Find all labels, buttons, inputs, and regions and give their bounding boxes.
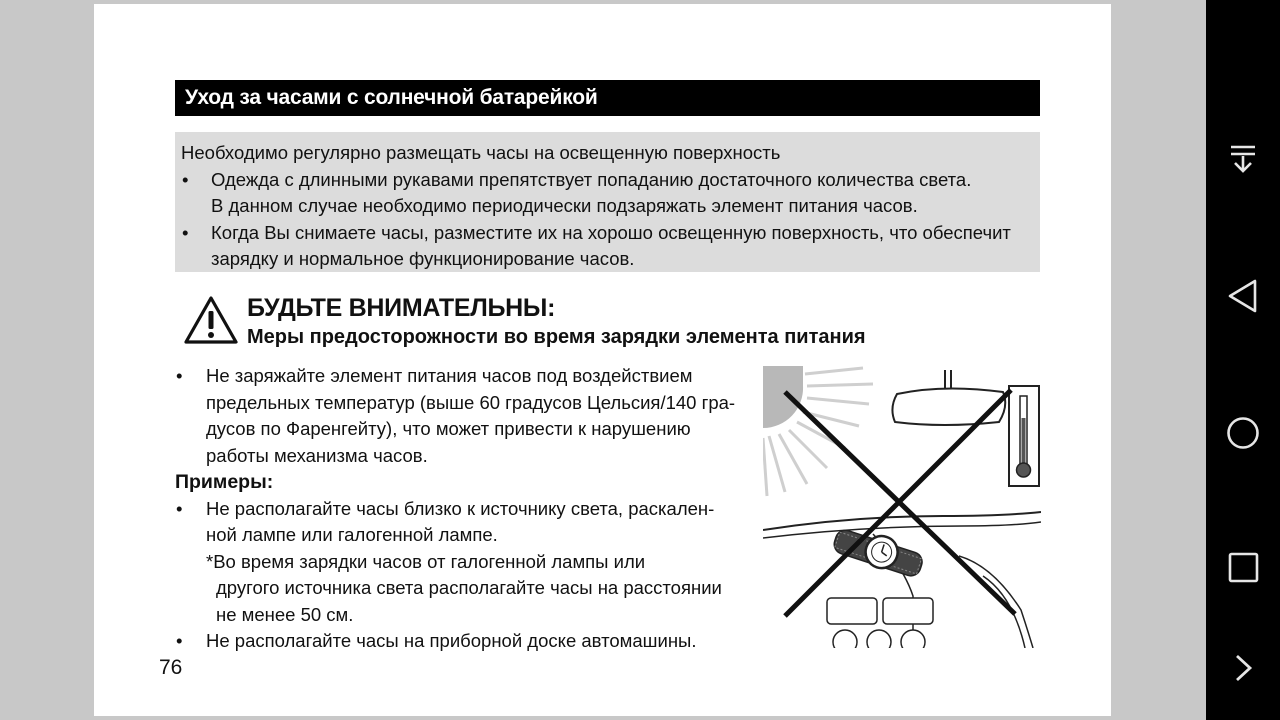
warning-title: БУДЬТЕ ВНИМАТЕЛЬНЫ:: [247, 294, 556, 322]
list-item: • Когда Вы снимаете часы, разместите их на хорошо освещенную поверхность, что обеспечит зарядку и нормальное функционирование часов.: [181, 220, 1034, 273]
home-button[interactable]: [1223, 413, 1263, 453]
recents-button[interactable]: [1223, 548, 1263, 588]
collapse-button[interactable]: [1223, 138, 1263, 178]
info-list: [181, 167, 1034, 273]
next-button[interactable]: [1223, 648, 1263, 688]
page-number: 76: [159, 656, 183, 679]
next-icon: [1223, 648, 1263, 688]
recents-icon: [1223, 548, 1263, 588]
list-item: • Одежда с длинными рукавами препятствует попаданию достаточного количества света. В данном случае необходимо периодически подзаряжать элемент питания часов.: [181, 167, 1034, 220]
navigation-sidebar: [1206, 0, 1280, 720]
warning-subtitle: Меры предосторожности во время зарядки элемента питания: [247, 326, 866, 348]
back-button[interactable]: [1223, 276, 1263, 316]
home-icon: [1223, 413, 1263, 453]
note: *Во время зарядки часов от галогенной лампы или другого источника света располагайте часы на расстоянии не менее 50 см.: [206, 550, 722, 625]
body-text: [175, 363, 775, 655]
list-item: • Не заряжайте элемент питания часов под воздействием предельных температур (выше 60 градусов Цельсия/140 гра- дусов по Фаренгейту), что может привести к нарушению работы механизма часов.: [175, 363, 775, 469]
warning-triangle-icon: [183, 295, 239, 345]
car-dashboard-prohibited-illustration: [763, 366, 1041, 648]
list-item: • Не располагайте часы близко к источнику света, раскален- ной лампе или галогенной лампе. *Во время зарядки часов от галогенной лампы или другого источника света располагайте часы на расстоянии не менее 50 см.: [175, 496, 775, 629]
warning-block: [183, 293, 1043, 355]
info-box: [175, 132, 1040, 272]
back-icon: [1223, 276, 1263, 316]
list-item: • Не располагайте часы на приборной доске автомашины.: [175, 628, 775, 655]
collapse-icon: [1223, 138, 1263, 178]
section-title: Уход за часами с солнечной батарейкой: [175, 80, 1040, 116]
info-lead: Необходимо регулярно размещать часы на освещенную поверхность: [181, 142, 781, 163]
document-page: [94, 4, 1111, 716]
examples-label: Примеры:: [175, 471, 274, 493]
